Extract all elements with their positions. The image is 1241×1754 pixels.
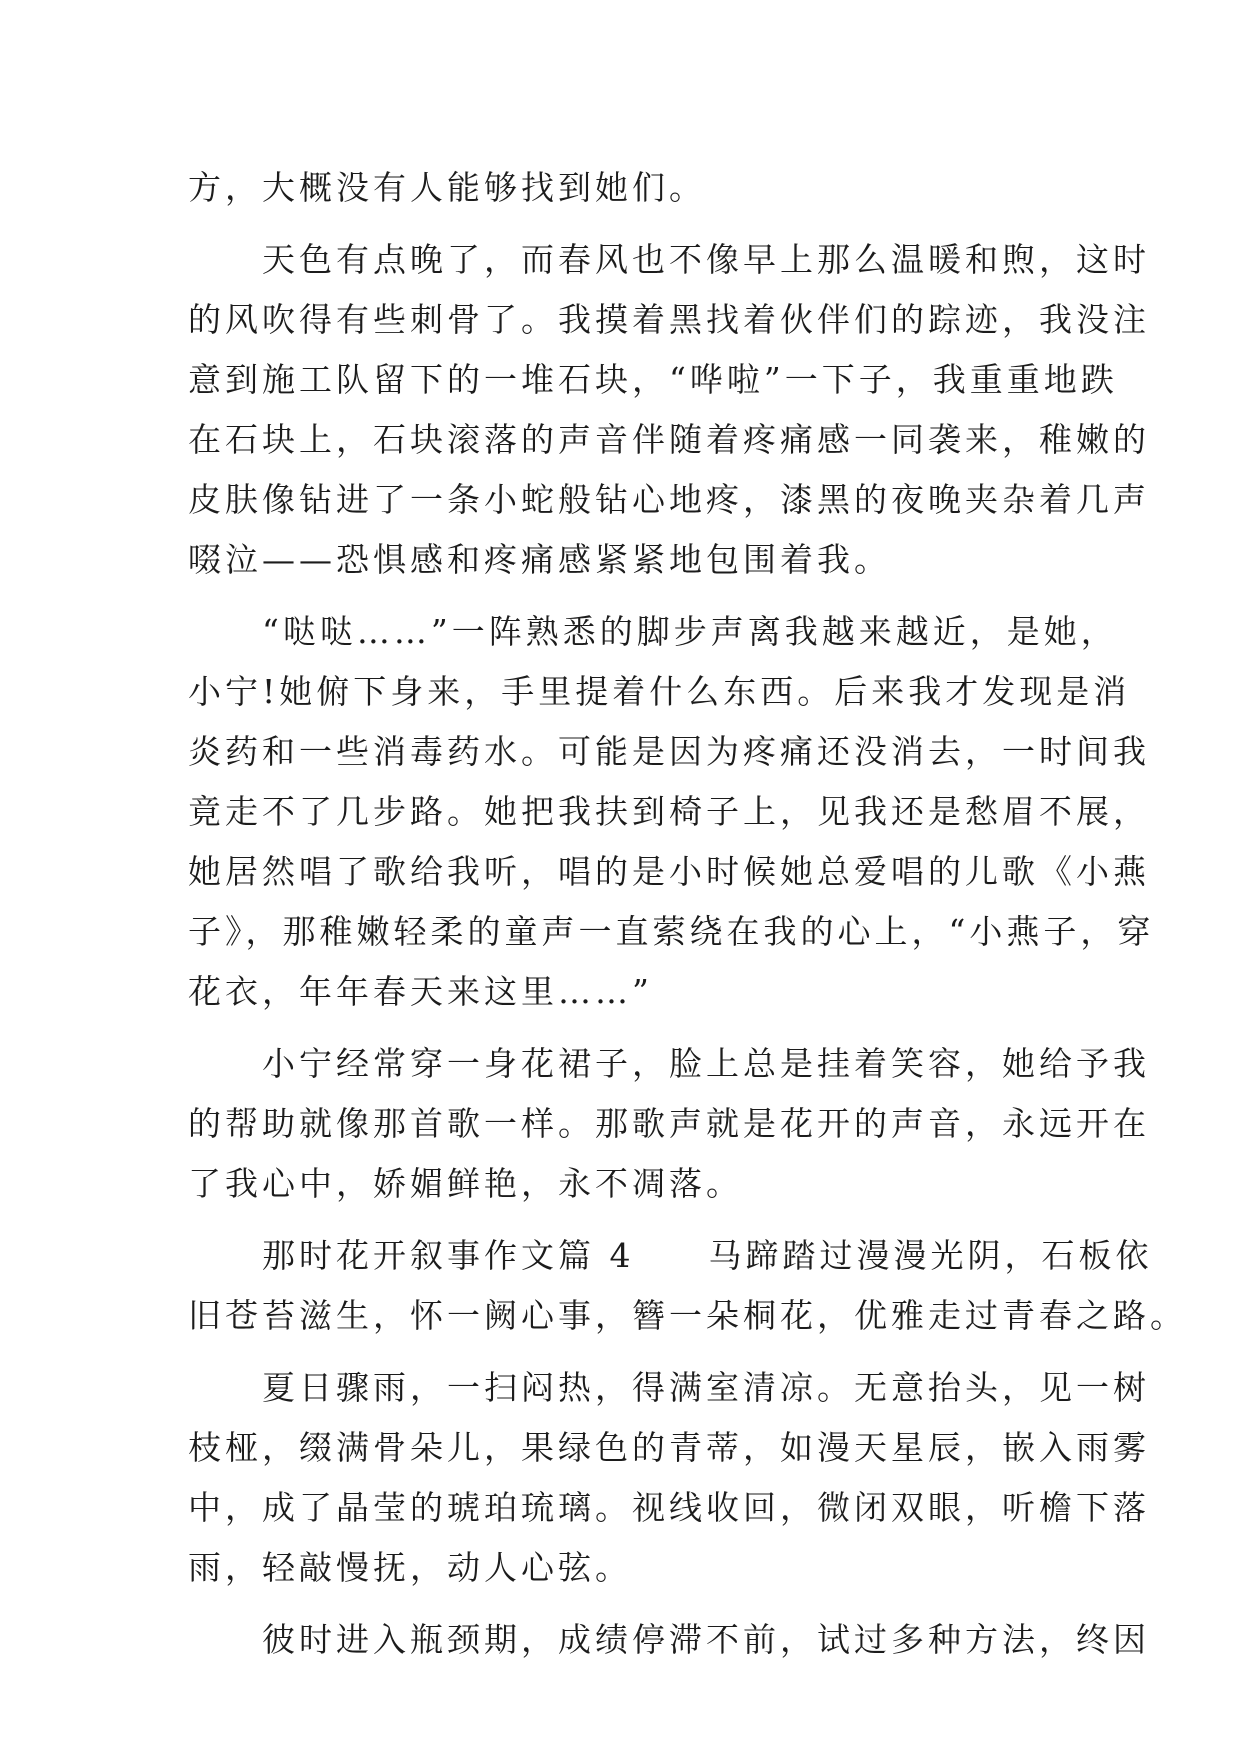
text-line: 的风吹得有些刺骨了。我摸着黑找着伙伴们的踪迹，我没注 xyxy=(188,300,1150,339)
text-line: 子》，那稚嫩轻柔的童声一直萦绕在我的心上，“小燕子，穿 xyxy=(188,912,1155,951)
paragraph xyxy=(188,1034,1150,1214)
article-body xyxy=(188,158,1187,1670)
text-line: 雨，轻敲慢抚，动人心弦。 xyxy=(188,1548,632,1587)
text-line: 那时花开叙事作文篇 4 马蹄踏过漫漫光阴，石板依 xyxy=(188,1236,1153,1275)
paragraph xyxy=(188,158,1068,218)
text-line: 在石块上，石块滚落的声音伴随着疼痛感一同袭来，稚嫩的 xyxy=(188,420,1150,459)
text-line: 她居然唱了歌给我听，唱的是小时候她总爱唱的儿歌《小燕 xyxy=(188,852,1150,891)
text-line: 炎药和一些消毒药水。可能是因为疼痛还没消去，一时间我 xyxy=(188,732,1150,771)
text-line: 了我心中，娇媚鲜艳，永不凋落。 xyxy=(188,1164,743,1203)
paragraph xyxy=(188,602,1155,1022)
text-line: 旧苍苔滋生，怀一阙心事，簪一朵桐花，优雅走过青春之路。 xyxy=(188,1296,1187,1335)
paragraph xyxy=(188,1358,1150,1598)
paragraph xyxy=(188,230,1150,590)
text-line: 天色有点晚了，而春风也不像早上那么温暖和煦，这时 xyxy=(188,240,1150,279)
text-line: “哒哒……”一阵熟悉的脚步声离我越来越近，是她， xyxy=(188,612,1118,651)
text-line: 枝桠，缀满骨朵儿，果绿色的青蒂，如漫天星辰，嵌入雨雾 xyxy=(188,1428,1150,1467)
text-line: 啜泣——恐惧感和疼痛感紧紧地包围着我。 xyxy=(188,540,891,579)
text-line: 夏日骤雨，一扫闷热，得满室清凉。无意抬头，见一树 xyxy=(188,1368,1150,1407)
text-line: 小宁!她俯下身来，手里提着什么东西。后来我才发现是消 xyxy=(188,672,1131,711)
text-line: 中，成了晶莹的琥珀琉璃。视线收回，微闭双眼，听檐下落 xyxy=(188,1488,1150,1527)
text-line: 花衣，年年春天来这里……” xyxy=(188,972,653,1011)
paragraph xyxy=(188,1610,1150,1670)
text-line: 小宁经常穿一身花裙子，脸上总是挂着笑容，她给予我 xyxy=(188,1044,1150,1083)
text-line: 方，大概没有人能够找到她们。 xyxy=(188,168,706,207)
paragraph xyxy=(188,1226,1187,1346)
text-line: 意到施工队留下的一堆石块，“哗啦”一下子，我重重地跌 xyxy=(188,360,1118,399)
text-line: 的帮助就像那首歌一样。那歌声就是花开的声音，永远开在 xyxy=(188,1104,1150,1143)
text-line: 皮肤像钻进了一条小蛇般钻心地疼，漆黑的夜晚夹杂着几声 xyxy=(188,480,1150,519)
text-line: 竟走不了几步路。她把我扶到椅子上，见我还是愁眉不展， xyxy=(188,792,1150,831)
text-line: 彼时进入瓶颈期，成绩停滞不前，试过多种方法，终因 xyxy=(188,1620,1150,1659)
